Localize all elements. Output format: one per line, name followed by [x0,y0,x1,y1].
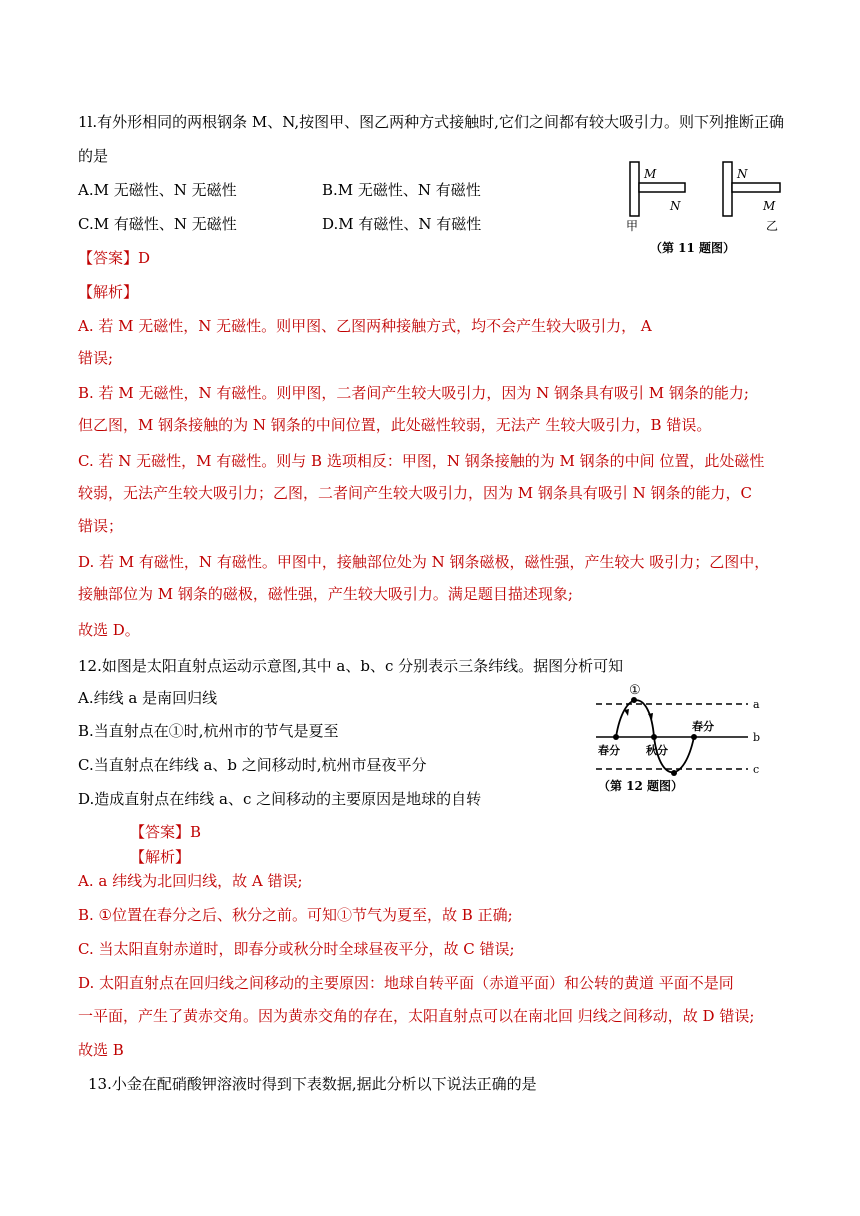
q11-option-c: C.M 有磁性、N 无磁性 [78,215,237,233]
q11-analysis-label: 【解析】 [78,283,139,301]
q12-point-chunfen1 [613,734,619,740]
q12-fig-label-chunfen2: 春分 [692,720,714,733]
q12-fig-label-c: c [753,763,760,776]
q11-bar-n-horizontal [639,183,685,192]
q11-answer: 【答案】D [78,249,151,267]
q11-analysis-line: 接触部位为 M 钢条的磁极，磁性强，产生较大吸引力。满足题目描述现象; [78,585,573,603]
q11-fig-label-yi: 乙 [766,219,779,233]
q11-analysis-line: 错误； [78,517,124,535]
q11-bar-m-vertical [630,162,639,216]
q11-option-a: A.M 无磁性、N 无磁性 [78,181,237,199]
q12-answer: 【答案】B [130,823,202,841]
q11-fig-label-n2: N [737,167,748,181]
q12-analysis-line: B. ①位置在春分之后、秋分之前。可知①节气为夏至，故 B 正确; [78,906,513,924]
q11-analysis-line: D. 若 M 有磁性，N 有磁性。甲图中，接触部位处为 N 钢条磁极，磁性强，产生较大 吸引力；乙图中， [78,553,770,571]
q11-fig-label-jia: 甲 [626,219,639,233]
q11-analysis-line: 但乙图，M 钢条接触的为 N 钢条的中间位置，此处磁性较弱，无法产 生较大吸引力，B 错误。 [78,416,712,434]
q11-analysis-line: B. 若 M 无磁性，N 有磁性。则甲图，二者间产生较大吸引力，因为 N 钢条具有吸引 M 钢条的能力; [78,384,749,402]
q11-stem-line2: 的是 [78,147,109,165]
q11-stem-line1: 1l.有外形相同的两根钢条 M、N,按图甲、图乙两种方式接触时,它们之间都有较大吸引力。则下列推断正确 [78,113,784,131]
q12-analysis-line: 一平面，产生了黄赤交角。因为黄赤交角的存在，太阳直射点可以在南北回 归线之间移动，故 D 错误; [78,1007,755,1025]
q11-figure [620,158,795,258]
q12-analysis-line: A. a 纬线为北回归线，故 A 错误; [78,872,303,890]
q11-bar-n-vertical [723,162,732,216]
q11-fig-label-m1: M [644,167,657,181]
q12-option-d: D.造成直射点在纬线 a、c 之间移动的主要原因是地球的自转 [78,790,482,808]
q12-fig-caption: （第 12 题图） [598,779,684,793]
q12-figure [588,680,788,796]
q12-arrow-up [624,709,629,716]
q11-analysis-line: C. 若 N 无磁性，M 有磁性。则与 B 选项相反：甲图，N 钢条接触的为 M 钢条的中间 位置，此处磁性 [78,452,765,470]
q12-analysis-line: C. 当太阳直射赤道时，即春分或秋分时全球昼夜平分，故 C 错误; [78,940,515,958]
q11-option-d: D.M 有磁性、N 有磁性 [322,215,482,233]
q12-analysis-label: 【解析】 [130,848,191,866]
q12-point-dongzhi [671,770,677,776]
q11-fig-label-m2: M [763,199,776,213]
q12-fig-label-chunfen1: 春分 [598,744,620,757]
q11-analysis-line: A. 若 M 无磁性，N 无磁性。则甲图、乙图两种接触方式，均不会产生较大吸引力， A [78,317,652,335]
q12-stem: 12.如图是太阳直射点运动示意图,其中 a、b、c 分别表示三条纬线。据图分析可知 [78,657,624,675]
q11-analysis-line: 故选 D。 [78,621,140,639]
q12-analysis-line: D. 太阳直射点在回归线之间移动的主要原因：地球自转平面（赤道平面）和公转的黄道 平面不是同 [78,974,734,992]
q12-fig-label-qiufen: 秋分 [646,744,668,757]
q13-stem: 13.小金在配硝酸钾溶液时得到下表数据,据此分析以下说法正确的是 [88,1075,537,1093]
q11-analysis-line: 错误; [78,349,114,367]
q12-fig-label-circle1: ① [629,683,641,698]
q12-option-b: B.当直射点在①时,杭州市的节气是夏至 [78,722,339,740]
q12-point-qiufen [651,734,657,740]
q12-fig-label-b: b [753,731,761,744]
q11-analysis-line: 较弱，无法产生较大吸引力；乙图，二者间产生较大吸引力，因为 M 钢条具有吸引 N 钢条的能力，C [78,484,753,502]
q11-bar-m-horizontal [732,183,780,192]
q11-fig-label-n1: N [670,199,681,213]
q12-option-a: A.纬线 a 是南回归线 [78,689,218,707]
q12-analysis-line: 故选 B [78,1041,124,1059]
q11-option-b: B.M 无磁性、N 有磁性 [322,181,481,199]
q12-option-c: C.当直射点在纬线 a、b 之间移动时,杭州市昼夜平分 [78,756,427,774]
q12-fig-label-a: a [753,698,760,711]
q11-fig-caption: （第 11 题图） [650,241,736,255]
q12-point-chunfen2 [691,734,697,740]
